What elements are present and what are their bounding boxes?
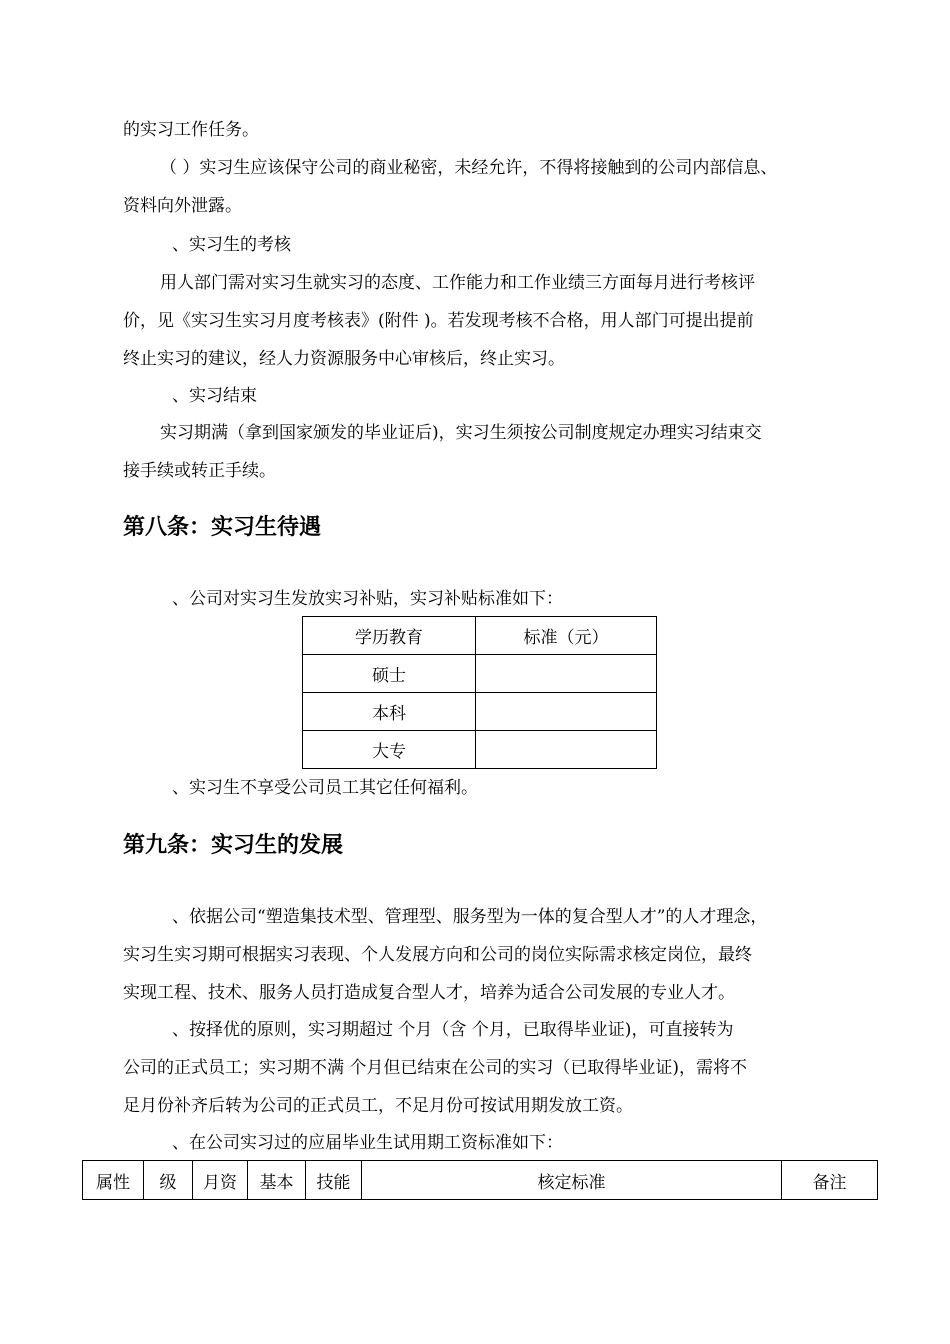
- table-cell: [476, 693, 657, 731]
- article-9-heading: 第九条：实习生的发展: [123, 833, 344, 858]
- table-header-cell: 基本: [248, 1161, 306, 1200]
- table-header-cell: 月资: [193, 1161, 248, 1200]
- section-title-end: 、实习结束: [172, 386, 257, 406]
- table-header-cell: 备注: [782, 1161, 878, 1200]
- paragraph-line: 的实习工作任务。: [123, 120, 259, 140]
- paragraph-line: 接手续或转正手续。: [123, 461, 276, 481]
- table-cell: 大专: [303, 731, 476, 769]
- table-header-cell: 级: [144, 1161, 193, 1200]
- table-header-cell: 学历教育: [303, 617, 476, 655]
- paragraph-line: 用人部门需对实习生就实习的态度、工作能力和工作业绩三方面每月进行考核评: [160, 273, 755, 293]
- table-header-cell: 标准（元）: [476, 617, 657, 655]
- table-header-cell: 核定标准: [362, 1161, 782, 1200]
- paragraph-line: 实习期满（拿到国家颁发的毕业证后)，实习生须按公司制度规定办理实习结束交: [160, 423, 762, 443]
- paragraph-line: 、按择优的原则，实习期超过 个月（含 个月，已取得毕业证)，可直接转为: [172, 1020, 734, 1040]
- table-row: [303, 693, 657, 731]
- table-header-cell: 属性: [83, 1161, 144, 1200]
- paragraph-line: 价，见《实习生实习月度考核表》(附件 )。若发现考核不合格，用人部门可提出提前: [123, 311, 754, 331]
- table-cell: 硕士: [303, 655, 476, 693]
- table-header-cell: 技能: [306, 1161, 362, 1200]
- paragraph-line: 、依据公司“塑造集技术型、管理型、服务型为一体的复合型人才”的人才理念，: [172, 907, 768, 927]
- paragraph-line: 资料向外泄露。: [123, 196, 242, 216]
- paragraph-line: 终止实习的建议，经人力资源服务中心审核后，终止实习。: [123, 349, 565, 369]
- table-cell: [476, 655, 657, 693]
- table-header-row: [303, 617, 657, 655]
- table-header-row: [83, 1161, 878, 1200]
- article-8-item-1: 、公司对实习生发放实习补贴，实习补贴标准如下：: [172, 589, 563, 609]
- article-8-item-2: 、实习生不享受公司员工其它任何福利。: [172, 778, 478, 798]
- paragraph-line: 足月份补齐后转为公司的正式员工，不足月份可按试用期发放工资。: [123, 1096, 633, 1116]
- paragraph-line: 实习生实习期可根据实习表现、个人发展方向和公司的岗位实际需求核定岗位，最终: [123, 945, 752, 965]
- paragraph-line: 公司的正式员工；实习期不满 个月但已结束在公司的实习（已取得毕业证)，需将不: [123, 1058, 748, 1078]
- section-title-assessment: 、实习生的考核: [172, 235, 291, 255]
- paragraph-line: （ ）实习生应该保守公司的商业秘密，未经允许，不得将接触到的公司内部信息、: [160, 158, 778, 178]
- salary-standard-table: [82, 1160, 878, 1200]
- article-8-heading: 第八条：实习生待遇: [123, 515, 322, 540]
- table-cell: [476, 731, 657, 769]
- paragraph-line: 实现工程、技术、服务人员打造成复合型人才，培养为适合公司发展的专业人才。: [123, 983, 735, 1003]
- paragraph-line: 、在公司实习过的应届毕业生试用期工资标准如下：: [172, 1133, 563, 1153]
- table-row: [303, 731, 657, 769]
- table-row: [303, 655, 657, 693]
- allowance-table: [302, 616, 657, 769]
- table-cell: 本科: [303, 693, 476, 731]
